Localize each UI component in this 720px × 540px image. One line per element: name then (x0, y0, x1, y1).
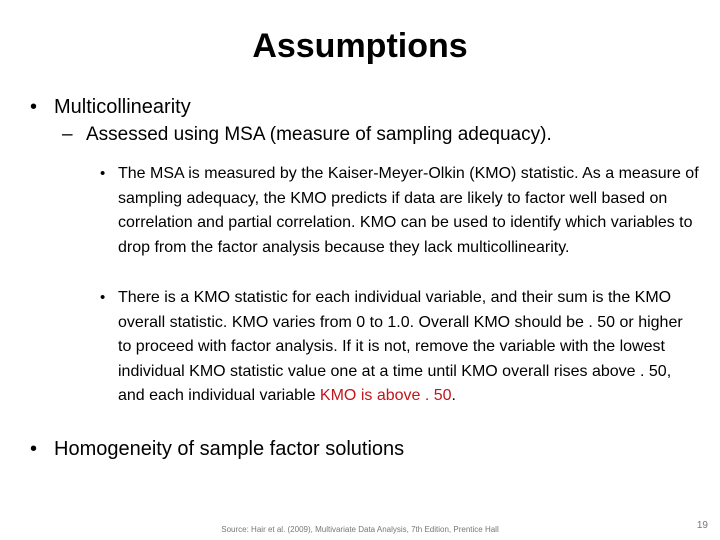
bullet-marker: • (100, 289, 106, 306)
bullet-marker: • (30, 96, 38, 118)
highlighted-text: KMO is above . 50 (319, 387, 452, 404)
subsub-bullet-body: There is a KMO statistic for each individual variable, and their sum is the KMO overall statistic. KMO varies from 0 to 1.0. Overall KMO should be . 50 or higher to proceed with factor analysis. If it is not, remove the variable with the lowest individual KMO statistic value one at a time until KMO overall rises above . 50, and each individual variable (118, 289, 683, 404)
subsub-bullet-kmo-definition (100, 162, 700, 260)
sub-bullet-text: Assessed using MSA (measure of sampling adequacy). (86, 124, 552, 145)
subsub-bullet-kmo-statistic (100, 286, 700, 409)
bullet-marker: • (30, 438, 38, 460)
slide-title: Assumptions (252, 27, 468, 65)
source-footer: Source: Hair et al. (2009), Multivariate Data Analysis, 7th Edition, Prentice Hall (221, 525, 499, 534)
dash-marker: – (62, 124, 73, 145)
bullet-text: Multicollinearity (54, 96, 191, 118)
bullet-text: Homogeneity of sample factor solutions (54, 438, 405, 460)
page-number: 19 (696, 520, 708, 531)
bullet-marker: • (100, 165, 106, 182)
subsub-bullet-text: The MSA is measured by the Kaiser-Meyer-Olkin (KMO) statistic. As a measure of sampling adequacy, the KMO predicts if data are likely to factor well based on correlation and partial correlation. KMO can be used to identify which variables to drop from the factor analysis because they lack multicollinearity. (118, 165, 699, 256)
sentence-end: . (451, 387, 456, 404)
subsub-bullet-text (118, 286, 700, 409)
